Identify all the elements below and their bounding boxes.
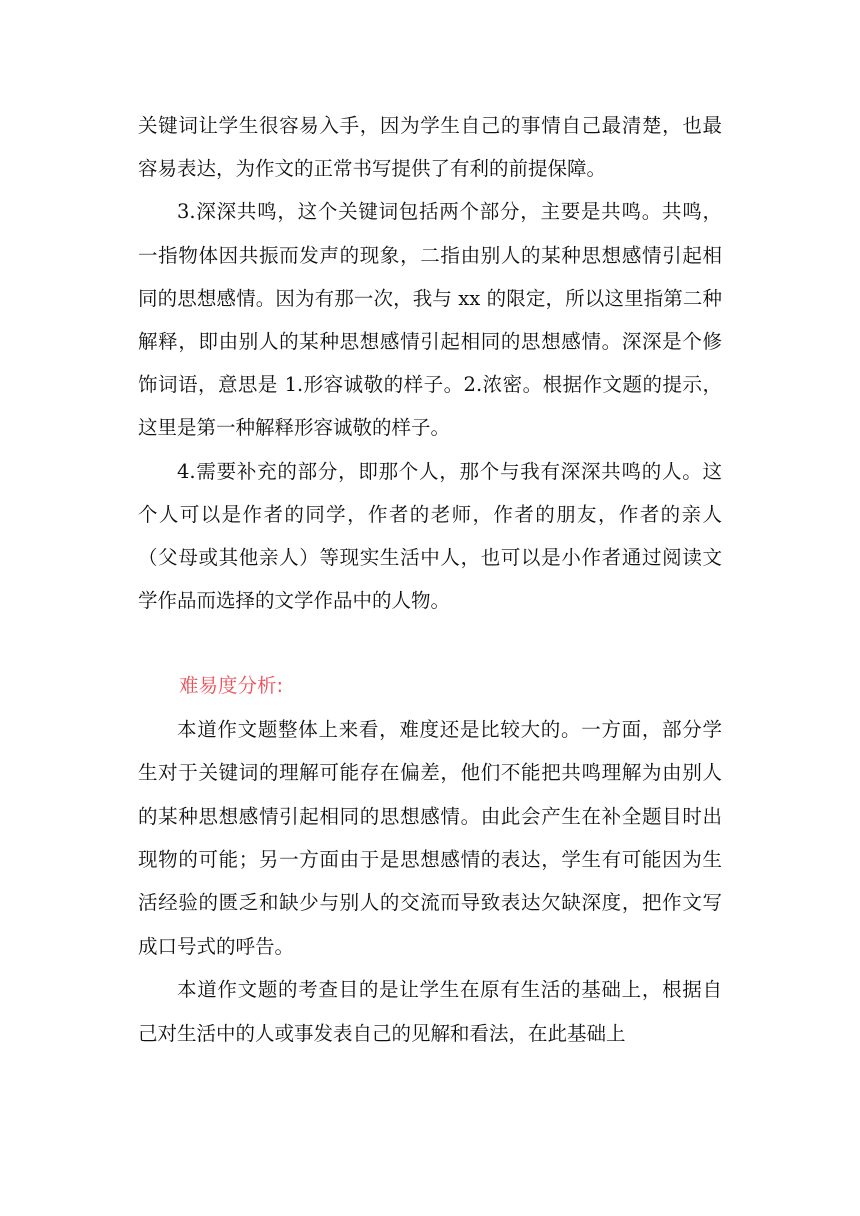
paragraph-point-4: 4.需要补充的部分，即那个人，那个与我有深深共鸣的人。这个人可以是作者的同学，作者的老师，作者的朋友，作者的亲人（父母或其他亲人）等现实生活中人，也可以是小作者通过阅读文学作品而选择的文学作品中的人物。 bbox=[138, 459, 722, 613]
paragraph-keyword-continuation: 关键词让学生很容易入手，因为学生自己的事情自己最清楚，也最容易表达，为作文的正常书写提供了有利的前提保障。 bbox=[138, 114, 722, 181]
paragraph-difficulty-2: 本道作文题的考查目的是让学生在原有生活的基础上，根据自己对生活中的人或事发表自己的见解和看法，在此基础上 bbox=[138, 978, 722, 1045]
document-page bbox=[138, 104, 722, 1055]
paragraph-difficulty-1: 本道作文题整体上来看，难度还是比较大的。一方面，部分学生对于关键词的理解可能存在偏差，他们不能把共鸣理解为由别人的某种思想感情引起相同的思想感情。由此会产生在补全题目时出现物的可能；另一方面由于是思想感情的表达，学生有可能因为生活经验的匮乏和缺少与别人的交流而导致表达欠缺深度，把作文写成口号式的呼告。 bbox=[138, 717, 722, 958]
difficulty-analysis-heading: 难易度分析: bbox=[179, 674, 284, 698]
paragraph-point-3: 3.深深共鸣，这个关键词包括两个部分，主要是共鸣。共鸣，一指物体因共振而发声的现象，二指由别人的某种思想感情引起相同的思想感情。因为有那一次，我与 xx 的限定，所以这里指第二种解释，即由别人的某种思想感情引起相同的思想感情。深深是个修饰词语，意思是 1.形容诚敬的样子。2.浓密。根据作文题的提示，这里是第一种解释形容诚敬的样子。 bbox=[138, 200, 722, 440]
section-spacer bbox=[138, 622, 722, 664]
